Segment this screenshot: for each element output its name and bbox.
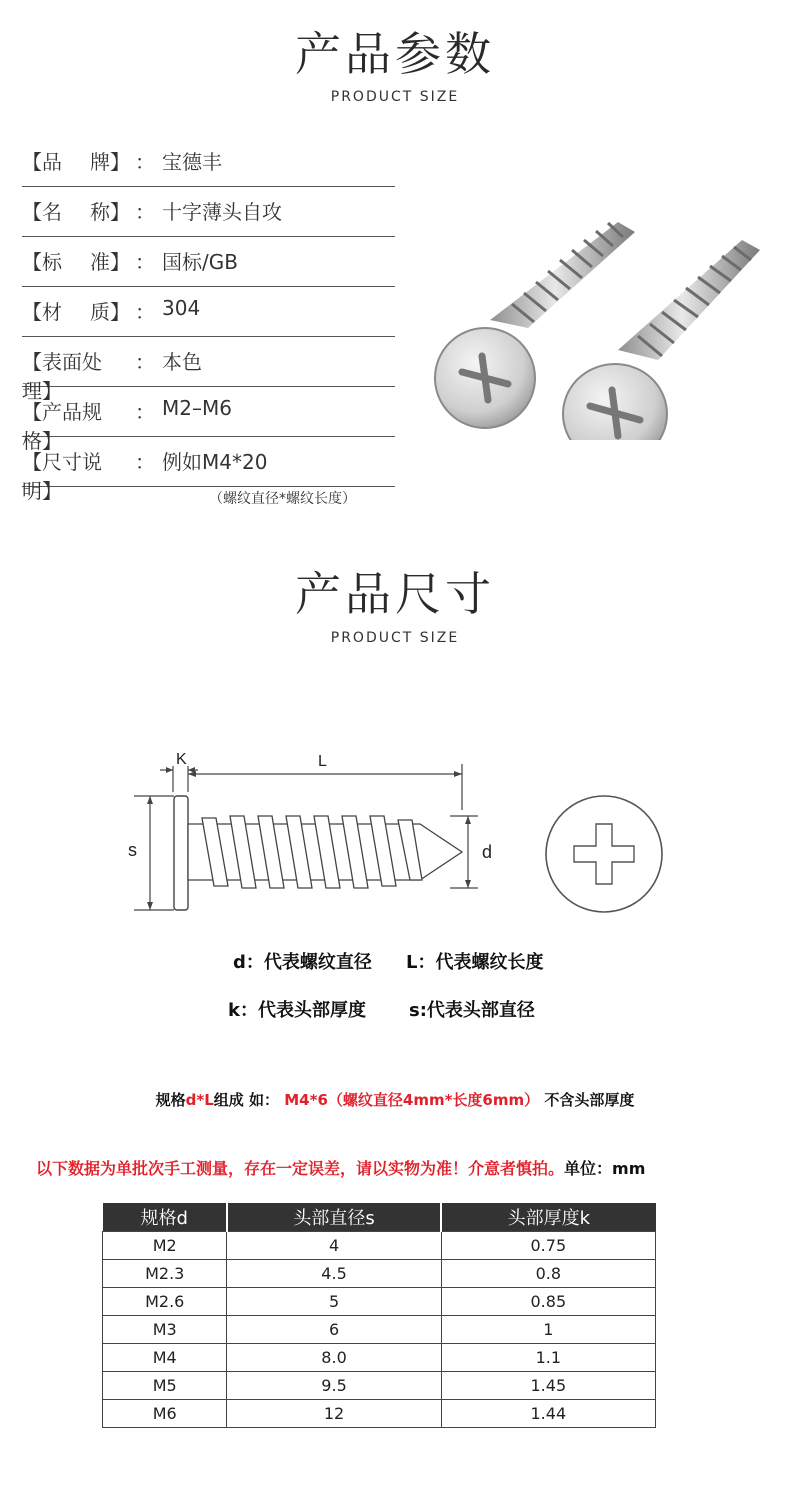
table-row [103, 1344, 656, 1372]
dim-label-s: s [128, 840, 137, 860]
table-row [103, 1288, 656, 1316]
param-label: 【品 [22, 150, 62, 174]
dim-label-d: d [482, 842, 493, 862]
param-row-spec [22, 386, 395, 453]
table-header-row [103, 1203, 656, 1232]
param-value: 本色 [162, 350, 202, 374]
table-row [103, 1232, 656, 1260]
param-sep: ： [135, 300, 155, 324]
param-value: M2–M6 [162, 396, 232, 420]
spec-example: M4*6（螺纹直径4mm*长度6mm） [284, 1091, 540, 1109]
param-label: 【名 [22, 200, 62, 224]
param-sep: ： [135, 350, 155, 374]
param-sep: ： [135, 250, 155, 274]
legend-l: L：代表螺纹长度 [406, 952, 544, 973]
table-cell: 1.44 [441, 1400, 655, 1428]
dim-label-l: L [318, 753, 327, 770]
param-value: 例如M4*20 [162, 450, 268, 474]
table-header: 规格d [103, 1203, 227, 1232]
param-value: 304 [162, 296, 201, 320]
table-cell: 1.45 [441, 1372, 655, 1400]
table-cell: 0.85 [441, 1288, 655, 1316]
dim-label-k: K [176, 751, 187, 768]
table-cell: 9.5 [227, 1372, 441, 1400]
table-row [103, 1260, 656, 1288]
param-value: 十字薄头自攻 [162, 200, 282, 224]
param-label: 【标 [22, 250, 62, 274]
spec-formula: d*L [185, 1091, 214, 1109]
table-cell: M2.3 [103, 1260, 227, 1288]
table-cell: 4.5 [227, 1260, 441, 1288]
legend-k: k：代表头部厚度 [228, 1000, 366, 1021]
table-cell: M4 [103, 1344, 227, 1372]
param-row-material [22, 286, 395, 337]
table-cell: 0.75 [441, 1232, 655, 1260]
size-note: （螺纹直径*螺纹长度） [209, 491, 356, 507]
section-title-size: 产品尺寸 [295, 567, 495, 621]
warning-text: 以下数据为单批次手工测量，存在一定误差，请以实物为准！介意者慎拍。 [36, 1159, 565, 1178]
param-sep: ： [135, 450, 155, 474]
table-cell: 8.0 [227, 1344, 441, 1372]
param-label: 称】 [90, 200, 130, 224]
table-cell: M6 [103, 1400, 227, 1428]
section-title-params: 产品参数 [295, 27, 495, 81]
table-cell: 5 [227, 1288, 441, 1316]
param-row-surface [22, 336, 395, 403]
param-row-name [22, 186, 395, 237]
screw-diagram [120, 740, 520, 930]
product-photo [420, 210, 770, 440]
param-label: 【尺寸说明】 [22, 450, 102, 503]
table-cell: 1 [441, 1316, 655, 1344]
param-value: 国标/GB [162, 250, 238, 274]
param-label: 牌】 [90, 150, 130, 174]
param-label: 【产品规格】 [22, 400, 102, 453]
table-row [103, 1316, 656, 1344]
param-row-brand [22, 136, 395, 187]
spec-line [0, 1089, 790, 1110]
param-sep: ： [135, 400, 155, 424]
table-cell: M3 [103, 1316, 227, 1344]
param-row-standard [22, 236, 395, 287]
table-row [103, 1372, 656, 1400]
table-cell: M2 [103, 1232, 227, 1260]
dimension-table [102, 1203, 656, 1428]
warning-line [36, 1156, 645, 1179]
unit-label: 单位：mm [564, 1159, 646, 1178]
spec-prefix: 规格 [155, 1091, 186, 1109]
table-cell: 0.8 [441, 1260, 655, 1288]
param-sep: ： [135, 200, 155, 224]
param-label: 【材 [22, 300, 62, 324]
table-cell: 12 [227, 1400, 441, 1428]
param-label: 【表面处理】 [22, 350, 102, 403]
legend-d: d：代表螺纹直径 [233, 952, 372, 973]
table-cell: M2.6 [103, 1288, 227, 1316]
section-subtitle-params: PRODUCT SIZE [330, 89, 460, 105]
table-row [103, 1400, 656, 1428]
section-subtitle-size: PRODUCT SIZE [330, 630, 460, 646]
table-cell: 1.1 [441, 1344, 655, 1372]
table-header: 头部厚度k [441, 1203, 655, 1232]
spec-suffix: 不含头部厚度 [544, 1091, 635, 1109]
legend-s: s:代表头部直径 [409, 1000, 535, 1021]
param-value: 宝德丰 [162, 150, 222, 174]
table-cell: 4 [227, 1232, 441, 1260]
param-sep: ： [135, 150, 155, 174]
screw-head-top-view [543, 793, 665, 915]
param-label: 准】 [90, 250, 130, 274]
table-cell: M5 [103, 1372, 227, 1400]
spec-mid: 组成 如： [213, 1091, 279, 1109]
param-label: 质】 [90, 300, 130, 324]
table-header: 头部直径s [227, 1203, 441, 1232]
table-cell: 6 [227, 1316, 441, 1344]
